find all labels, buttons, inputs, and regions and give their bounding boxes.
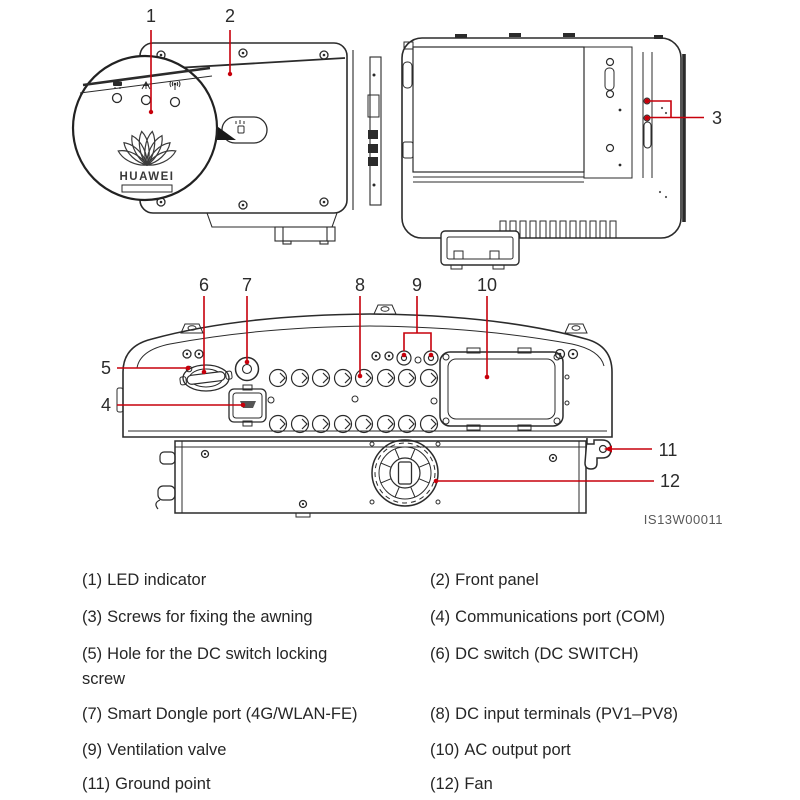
callout-11: 11 bbox=[658, 440, 678, 460]
legend-item-fan: (12) Fan bbox=[430, 775, 493, 793]
legend-item-led-indicator: (1) LED indicator bbox=[82, 571, 207, 589]
legend-item-dc-input-terminals: (8) DC input terminals (PV1–PV8) bbox=[430, 705, 679, 723]
pv-terminal bbox=[270, 370, 287, 387]
pv-terminal bbox=[335, 416, 352, 433]
fan bbox=[372, 440, 438, 506]
legend-item-lock-hole: (5) Hole for the DC switch locking screw bbox=[82, 645, 328, 688]
callout-8-leader bbox=[358, 296, 363, 378]
callout-10-leader bbox=[485, 296, 490, 379]
ac-output-port bbox=[440, 348, 569, 430]
drawing-id: IS13W00011 bbox=[643, 512, 723, 527]
bottom-view bbox=[117, 305, 612, 517]
callout-5-leader bbox=[117, 366, 190, 371]
callout-4-leader bbox=[117, 403, 245, 408]
pv-terminal bbox=[421, 370, 438, 387]
pv-terminal bbox=[356, 416, 373, 433]
pv-terminal bbox=[335, 370, 352, 387]
callout-3: 3 bbox=[711, 108, 723, 128]
legend-item-ground-point: (11) Ground point bbox=[82, 775, 211, 793]
pv-terminal bbox=[378, 416, 395, 433]
legend-item-smart-dongle-port: (7) Smart Dongle port (4G/WLAN-FE) bbox=[82, 705, 358, 723]
legend-item-front-panel: (2) Front panel bbox=[430, 571, 539, 589]
callout-8: 8 bbox=[354, 275, 366, 295]
callout-6: 6 bbox=[198, 275, 210, 295]
callout-4: 4 bbox=[100, 395, 112, 415]
pv-terminal bbox=[313, 370, 330, 387]
callout-2: 2 bbox=[224, 6, 236, 26]
bottom-mounting-tabs bbox=[181, 305, 587, 333]
pv-terminal bbox=[421, 416, 438, 433]
legend-item-ventilation-valve: (9) Ventilation valve bbox=[82, 741, 227, 759]
callout-9: 9 bbox=[411, 275, 423, 295]
legend-item-awning-screws: (3) Screws for fixing the awning bbox=[82, 608, 313, 626]
callout-7: 7 bbox=[241, 275, 253, 295]
legend-item-com-port: (4) Communications port (COM) bbox=[430, 608, 666, 626]
rear-housing bbox=[156, 441, 586, 517]
callout-12: 12 bbox=[659, 471, 681, 491]
pv-terminal bbox=[378, 370, 395, 387]
pv-terminal bbox=[270, 416, 287, 433]
legend-item-dc-switch: (6) DC switch (DC SWITCH) bbox=[430, 645, 639, 663]
huawei-logo-word: HUAWEI bbox=[119, 171, 175, 183]
pv-terminal bbox=[292, 416, 309, 433]
pv-terminal bbox=[313, 416, 330, 433]
pv-terminal bbox=[356, 370, 373, 387]
callout-7-leader bbox=[245, 296, 250, 364]
legend-item-ac-output-port: (10) AC output port bbox=[430, 741, 571, 759]
callout-11-leader bbox=[604, 446, 652, 453]
callout-10: 10 bbox=[476, 275, 498, 295]
pv-terminal bbox=[399, 370, 416, 387]
pv-terminal bbox=[292, 370, 309, 387]
ground-point bbox=[585, 438, 611, 469]
callout-12-leader bbox=[434, 479, 654, 484]
callout-5: 5 bbox=[100, 358, 112, 378]
pv-terminal bbox=[399, 416, 416, 433]
pv-input-terminals bbox=[268, 370, 438, 433]
callout-1: 1 bbox=[145, 6, 157, 26]
callout-6-leader bbox=[202, 296, 207, 374]
